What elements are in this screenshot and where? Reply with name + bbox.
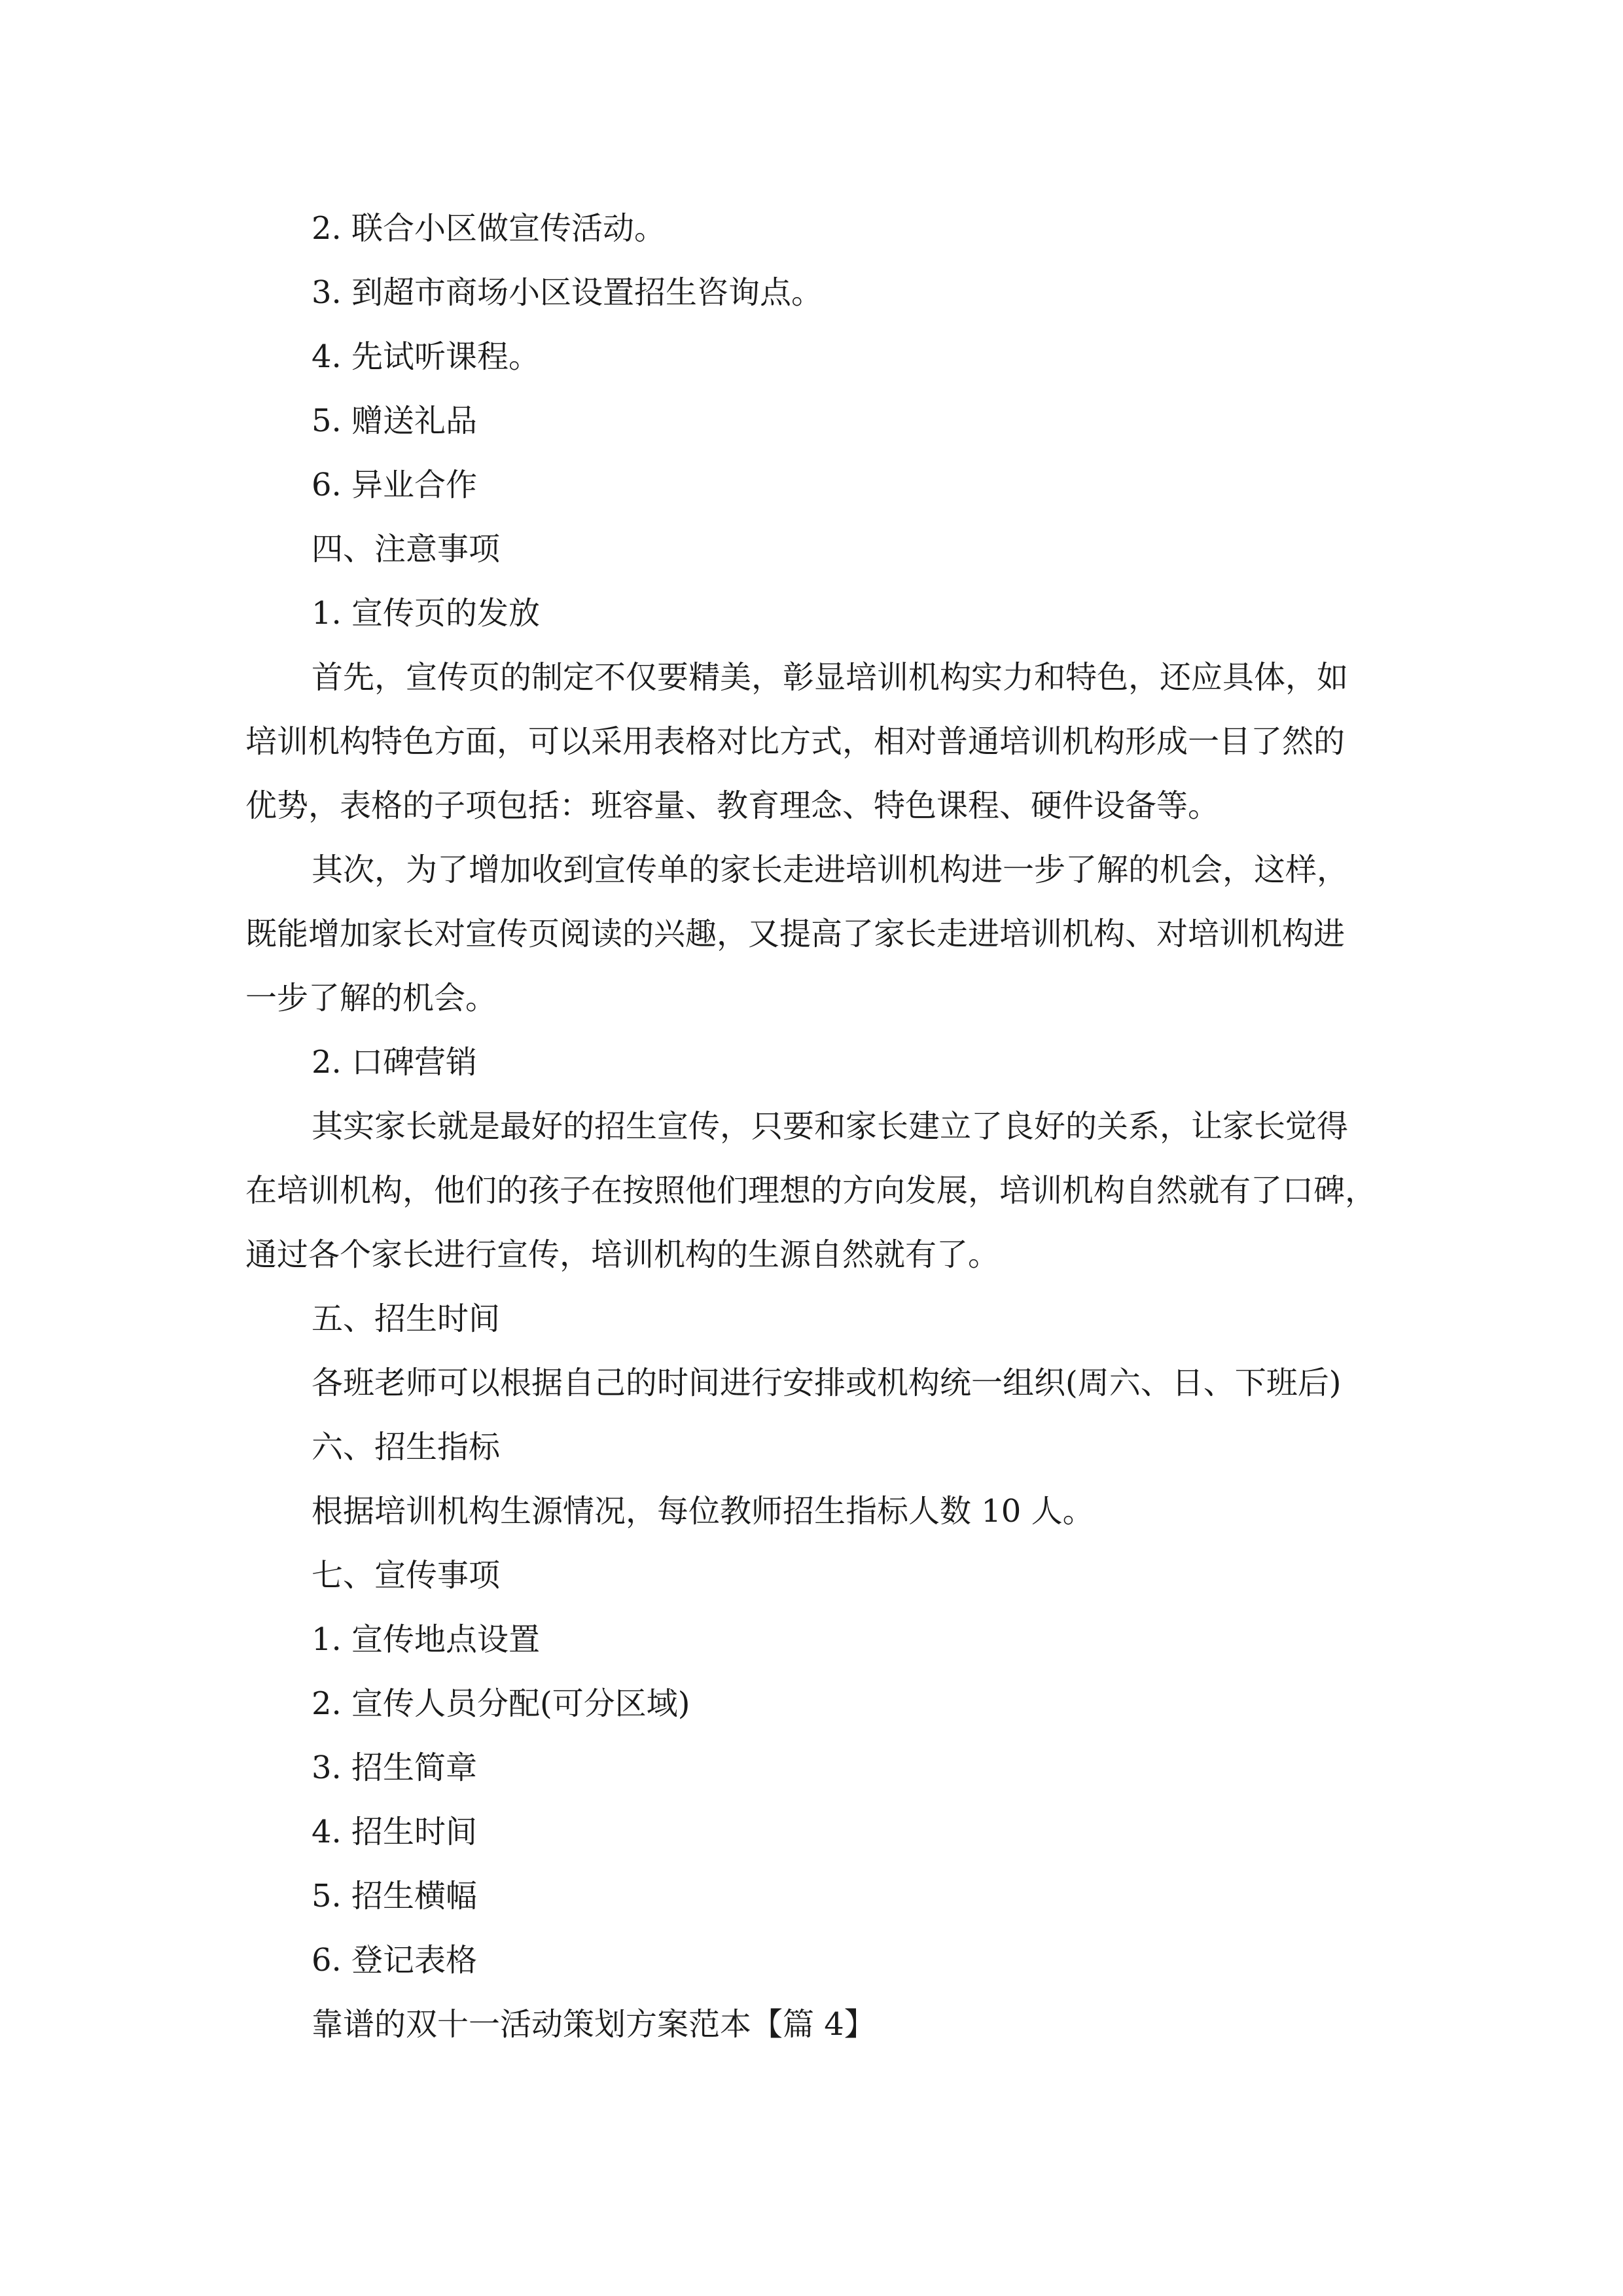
list-item: 5. 赠送礼品 bbox=[312, 403, 478, 439]
section-body: 根据培训机构生源情况，每位教师招生指标人数 10 人。 bbox=[312, 1493, 1094, 1530]
paragraph-word-of-mouth bbox=[245, 1094, 1387, 1287]
list-item: 6. 异业合作 bbox=[312, 467, 478, 503]
section-body: 各班老师可以根据自己的时间进行安排或机构统一组织(周六、日、下班后) bbox=[312, 1365, 1342, 1401]
subsection-heading: 2. 口碑营销 bbox=[312, 1044, 478, 1081]
paragraph-line: 首先，宣传页的制定不仅要精美，彰显培训机构实力和特色，还应具体，如 bbox=[312, 659, 1349, 696]
list-item: 2. 宣传人员分配(可分区域) bbox=[312, 1685, 690, 1722]
paragraph-line: 一步了解的机会。 bbox=[245, 980, 497, 1016]
list-item: 6. 登记表格 bbox=[312, 1942, 478, 1979]
list-item: 3. 到超市商场小区设置招生咨询点。 bbox=[312, 274, 823, 311]
paragraph-line: 既能增加家长对宣传页阅读的兴趣，又提高了家长走进培训机构、对培训机构进 bbox=[245, 916, 1346, 952]
section-heading: 五、招生时间 bbox=[312, 1300, 501, 1337]
paragraph-next bbox=[245, 838, 1387, 1030]
list-item: 2. 联合小区做宣传活动。 bbox=[312, 210, 666, 247]
paragraph-line: 其实家长就是最好的招生宣传，只要和家长建立了良好的关系，让家长觉得 bbox=[312, 1108, 1349, 1145]
paragraph-line: 在培训机构，他们的孩子在按照他们理想的方向发展，培训机构自然就有了口碑， bbox=[245, 1172, 1377, 1209]
paragraph-line: 优势，表格的子项包括：班容量、教育理念、特色课程、硬件设备等。 bbox=[245, 787, 1220, 824]
list-item: 3. 招生简章 bbox=[312, 1749, 478, 1786]
paragraph-leaflet bbox=[245, 645, 1387, 838]
section-heading: 四、注意事项 bbox=[312, 531, 501, 567]
list-item: 1. 宣传地点设置 bbox=[312, 1621, 541, 1658]
section-heading: 六、招生指标 bbox=[312, 1429, 501, 1465]
paragraph-line: 通过各个家长进行宣传，培训机构的生源自然就有了。 bbox=[245, 1236, 1000, 1273]
list-item: 5. 招生横幅 bbox=[312, 1878, 478, 1914]
paragraph-line: 培训机构特色方面，可以采用表格对比方式，相对普通培训机构形成一目了然的 bbox=[245, 723, 1346, 760]
list-item: 4. 招生时间 bbox=[312, 1814, 478, 1850]
subsection-heading: 1. 宣传页的发放 bbox=[312, 595, 541, 632]
document-body bbox=[245, 196, 1387, 2056]
list-item: 4. 先试听课程。 bbox=[312, 338, 541, 375]
paragraph-line: 其次，为了增加收到宣传单的家长走进培训机构进一步了解的机会，这样， bbox=[312, 852, 1349, 888]
next-article-title: 靠谱的双十一活动策划方案范本【篇 4】 bbox=[312, 2006, 876, 2043]
section-heading: 七、宣传事项 bbox=[312, 1557, 501, 1594]
